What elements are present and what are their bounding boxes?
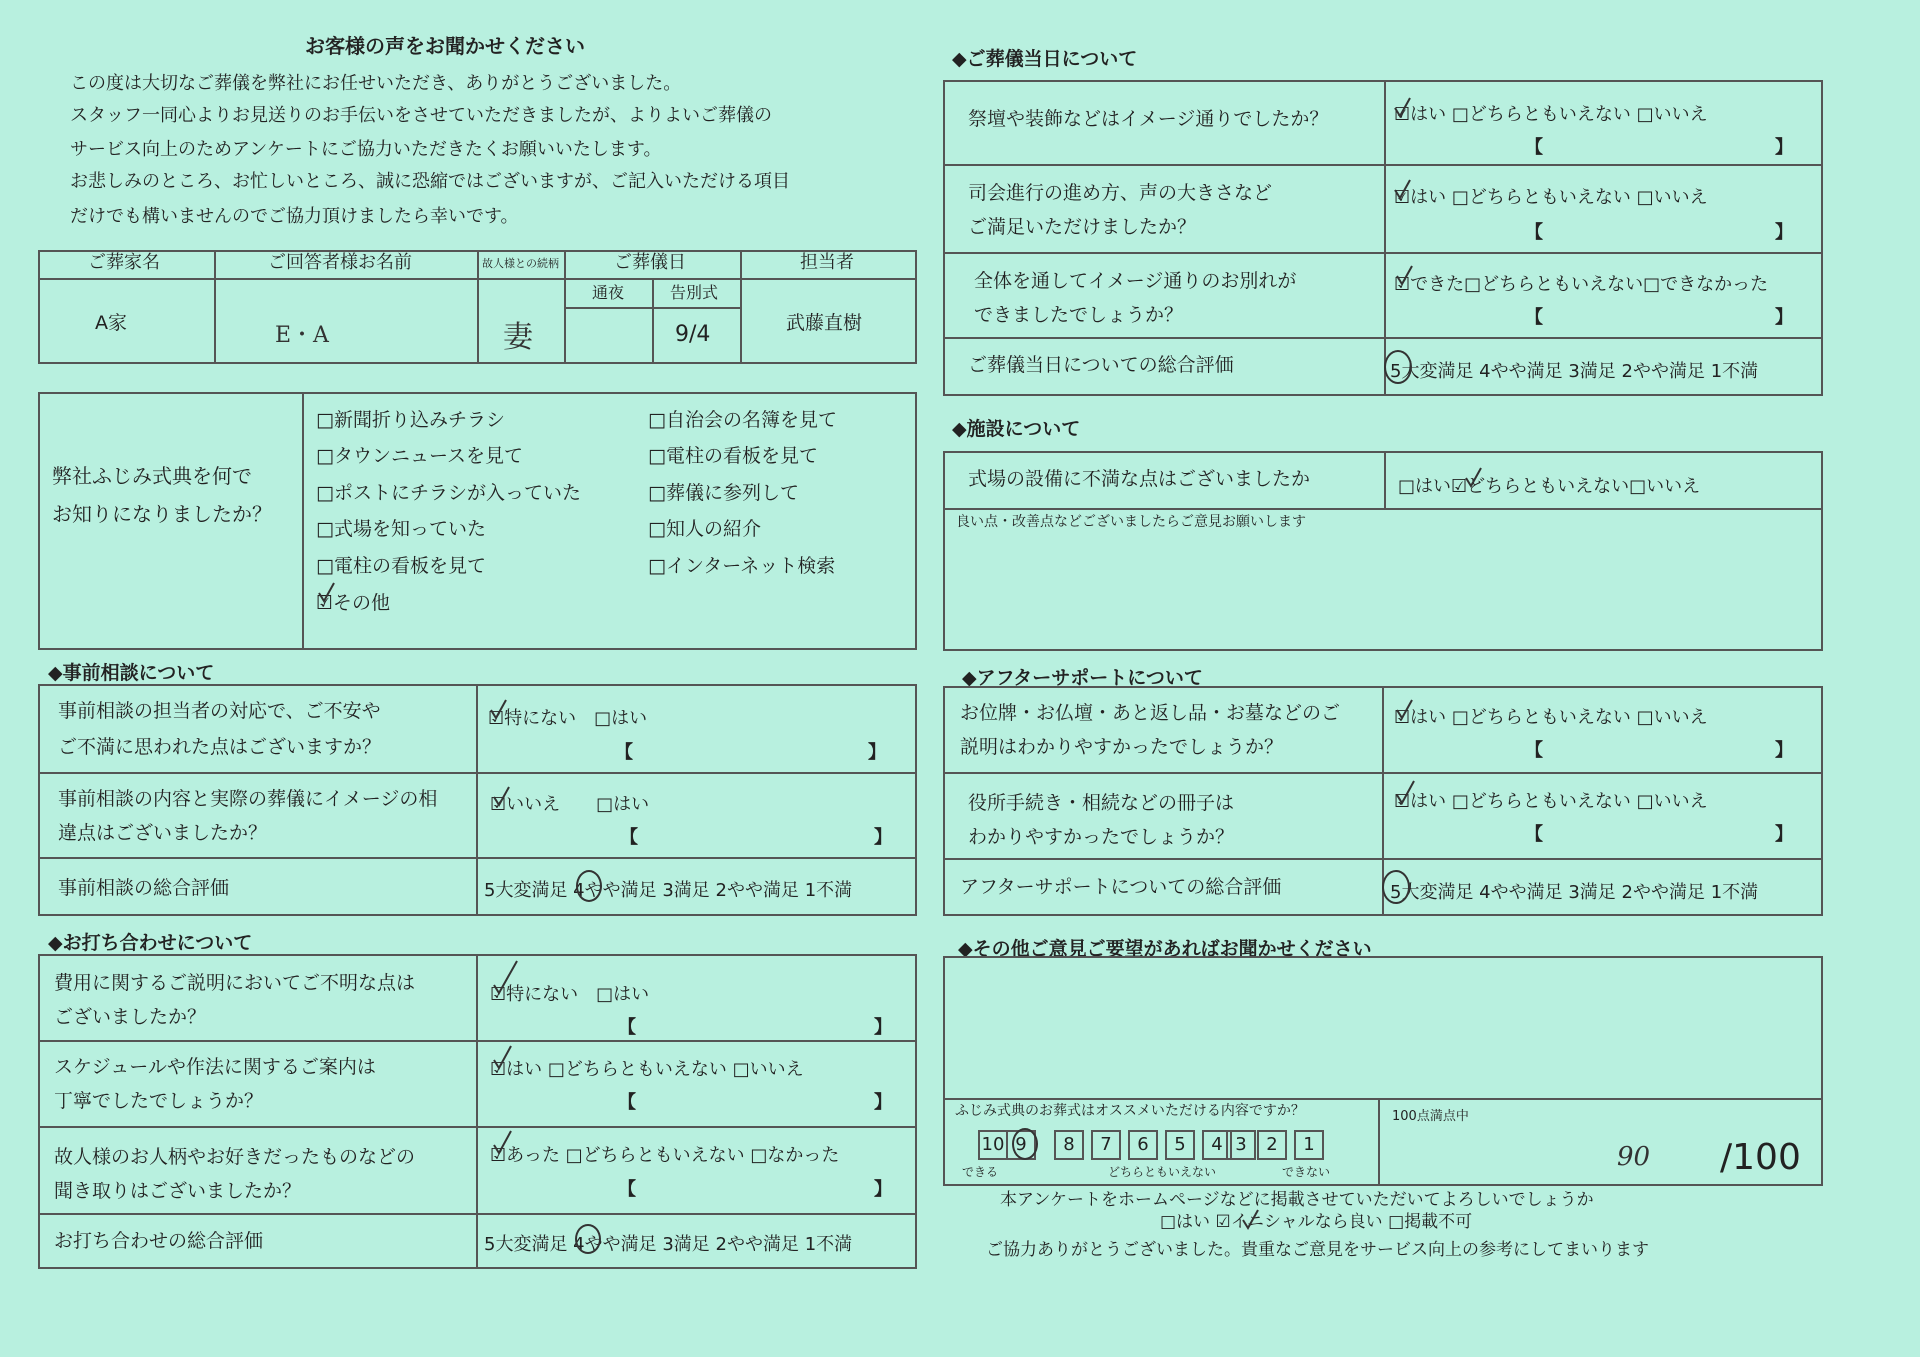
facility-q1: 式場の設備に不満な点はございましたか [968, 468, 1311, 490]
recommend-label-neither: どちらともいえない [1108, 1165, 1217, 1179]
recommend-label-can: できる [962, 1165, 999, 1179]
recommend-option[interactable]: 2 [1257, 1130, 1287, 1160]
after-q1: 説明はわかりやすかったでしょうか？ [960, 736, 1284, 758]
header-respondent: ご回答者様お名前 [268, 252, 412, 273]
pre-q1: ご不満に思われた点はございますか？ [58, 736, 382, 758]
comment-bracket-open: 【 [615, 742, 633, 763]
recommend-option[interactable]: 7 [1091, 1130, 1121, 1160]
check-mark [1395, 98, 1410, 116]
publish-options[interactable]: □はい ☑イニシャルなら良い □掲載不可 [1160, 1212, 1473, 1232]
source-option[interactable]: □ポストにチラシが入っていた [316, 482, 581, 504]
pre-a2[interactable]: ☑いいえ □はい [490, 794, 650, 815]
meeting-rating-scale[interactable]: 5大変満足 4やや満足 3満足 2やや満足 1不満 [484, 1234, 853, 1255]
source-option[interactable]: □タウンニュースを見て [316, 445, 524, 467]
meeting-q3: 聞き取りはございましたか？ [54, 1180, 302, 1202]
farewell-date-value: 9/4 [675, 322, 711, 347]
intro-line: だけでも構いませんのでご協力頂けましたら幸いです。 [70, 206, 519, 227]
meeting-heading: ◆お打ち合わせについて [48, 932, 253, 954]
page-title: お客様の声をお聞かせください [305, 34, 585, 58]
day-q4: ご葬儀当日についての総合評価 [968, 354, 1234, 376]
check-mark [494, 1131, 511, 1153]
family-name-value: A家 [95, 312, 127, 334]
header-family: ご葬家名 [88, 252, 160, 273]
comment-bracket-open: 【 [618, 1092, 636, 1113]
check-mark [491, 700, 506, 718]
intro-line: お悲しみのところ、お忙しいところ、誠に恐縮ではございますが、ご記入いただける項目 [70, 171, 790, 192]
meeting-q2: 丁寧でしたでしょうか？ [54, 1090, 264, 1112]
after-a1[interactable]: ☑はい □どちらともいえない □いいえ [1394, 707, 1708, 728]
comment-bracket-open: 【 [1525, 137, 1543, 158]
comment-bracket-close: 】 [1775, 824, 1793, 845]
source-option[interactable]: □インターネット検索 [648, 555, 836, 577]
comment-bracket-close: 】 [874, 1092, 892, 1113]
day-a1[interactable]: ☑はい □どちらともいえない □いいえ [1394, 104, 1708, 125]
respondent-name-value: E・A [275, 323, 329, 348]
day-rating-scale[interactable]: 5大変満足 4やや満足 3満足 2やや満足 1不満 [1390, 361, 1759, 382]
check-mark [1397, 700, 1412, 718]
check-mark [1397, 781, 1414, 803]
source-question: お知りになりましたか？ [52, 502, 272, 526]
comment-bracket-open: 【 [620, 827, 638, 848]
after-a2[interactable]: ☑はい □どちらともいえない □いいえ [1394, 791, 1708, 812]
day-q1: 祭壇や装飾などはイメージ通りでしたか？ [968, 108, 1329, 130]
check-mark [1395, 180, 1410, 198]
meeting-a2[interactable]: ☑はい □どちらともいえない □いいえ [490, 1059, 804, 1080]
check-mark [319, 583, 334, 601]
meeting-q1: ございましたか？ [54, 1006, 207, 1028]
recommend-option[interactable]: 8 [1054, 1130, 1084, 1160]
relation-value: 妻 [503, 320, 533, 355]
comment-bracket-open: 【 [1525, 222, 1543, 243]
score-max: /100 [1720, 1137, 1801, 1178]
source-option[interactable]: □電柱の看板を見て [648, 445, 818, 467]
source-option[interactable]: □電柱の看板を見て [316, 555, 486, 577]
comment-bracket-close: 】 [874, 1017, 892, 1038]
pre-q3: 事前相談の総合評価 [58, 877, 230, 899]
day-q3: できましたでしょうか？ [974, 304, 1184, 326]
comment-bracket-close: 】 [1775, 740, 1793, 761]
pre-rating-scale[interactable]: 5大変満足 4やや満足 3満足 2やや満足 1不満 [484, 880, 853, 901]
recommend-option[interactable]: 6 [1128, 1130, 1158, 1160]
intro-line: この度は大切なご葬儀を弊社にお任せいただき、ありがとうございました。 [70, 73, 682, 94]
comment-bracket-open: 【 [1525, 824, 1543, 845]
recommend-option[interactable]: 10 [978, 1130, 1008, 1160]
source-option[interactable]: □知人の紹介 [648, 518, 761, 540]
meeting-a3[interactable]: ☑あった □どちらともいえない □なかった [490, 1145, 840, 1166]
score-value: 90 [1617, 1142, 1651, 1172]
pre-a1[interactable]: ☑特にない □はい [488, 708, 648, 729]
source-option[interactable]: □新聞折り込みチラシ [316, 409, 505, 431]
check-mark [1466, 468, 1481, 486]
comment-bracket-open: 【 [1525, 740, 1543, 761]
header-farewell: 告別式 [670, 283, 719, 302]
other-heading: ◆その他ご意見ご要望があればお聞かせください [958, 938, 1372, 960]
meeting-a1[interactable]: ☑特にない □はい [490, 984, 650, 1005]
check-mark [1397, 266, 1412, 284]
recommend-option[interactable]: 5 [1165, 1130, 1195, 1160]
header-funeral-date: ご葬儀日 [614, 252, 686, 273]
comment-bracket-close: 】 [1775, 307, 1793, 328]
comment-bracket-close: 】 [1775, 137, 1793, 158]
pre-q2: 事前相談の内容と実際の葬儀にイメージの相 [58, 788, 438, 810]
comment-bracket-close: 】 [868, 742, 886, 763]
recommend-option[interactable]: 1 [1294, 1130, 1324, 1160]
check-mark [494, 961, 517, 993]
recommend-question: ふじみ式典のお葬式はオススメいただける内容ですか？ [955, 1103, 1305, 1119]
meeting-q3: 故人様のお人柄やお好きだったものなどの [54, 1146, 416, 1168]
recommend-option-selected[interactable]: 9 [1006, 1130, 1036, 1160]
funeral-day-heading: ◆ご葬儀当日について [952, 48, 1138, 70]
intro-line: サービス向上のためアンケートにご協力いただきたくお願いいたします。 [70, 139, 662, 160]
publish-question: 本アンケートをホームページなどに掲載させていただいてよろしいでしょうか [1000, 1190, 1594, 1210]
comment-bracket-close: 】 [1775, 222, 1793, 243]
meeting-q2: スケジュールや作法に関するご案内は [54, 1056, 376, 1078]
source-option[interactable]: □葬儀に参列して [648, 482, 799, 504]
comment-bracket-open: 【 [618, 1017, 636, 1038]
day-a2[interactable]: ☑はい □どちらともいえない □いいえ [1394, 187, 1708, 208]
check-mark [494, 1046, 511, 1068]
comment-bracket-close: 】 [874, 827, 892, 848]
day-q3: 全体を通してイメージ通りのお別れが [974, 270, 1297, 292]
facility-comment-label: 良い点・改善点などございましたらご意見お願いします [956, 514, 1306, 530]
after-q2: わかりやすかったでしょうか？ [968, 826, 1235, 848]
recommend-label-cannot: できない [1282, 1165, 1331, 1179]
after-q3: アフターサポートについての総合評価 [960, 876, 1282, 898]
after-support-heading: ◆アフターサポートについて [962, 667, 1203, 689]
day-q2: ご満足いただけましたか？ [968, 216, 1197, 238]
check-mark [1243, 1210, 1258, 1228]
comment-bracket-open: 【 [1525, 307, 1543, 328]
after-q2: 役所手続き・相続などの冊子は [968, 792, 1235, 814]
comment-bracket-open: 【 [618, 1179, 636, 1200]
source-option-checked[interactable]: ☑その他 [316, 592, 391, 614]
pre-q1: 事前相談の担当者の対応で、ご不安や [58, 700, 381, 722]
header-wake: 通夜 [592, 283, 625, 302]
source-question: 弊社ふじみ式典を何で [52, 464, 252, 488]
comment-bracket-close: 】 [874, 1179, 892, 1200]
header-relation: 故人様との続柄 [482, 257, 559, 270]
source-option[interactable]: □自治会の名簿を見て [648, 409, 837, 431]
meeting-q4: お打ち合わせの総合評価 [54, 1230, 264, 1252]
after-rating-scale[interactable]: 5大変満足 4やや満足 3満足 2やや満足 1不満 [1390, 882, 1759, 903]
recommend-option[interactable]: 4 [1202, 1130, 1232, 1160]
intro-line: スタッフ一同心よりお見送りのお手伝いをさせていただきましたが、よりよいご葬儀の [70, 105, 772, 126]
header-staff: 担当者 [800, 252, 854, 273]
day-a3[interactable]: ☑できた□どちらともいえない□できなかった [1394, 274, 1769, 295]
source-option[interactable]: □式場を知っていた [316, 518, 486, 540]
day-q2: 司会進行の進め方、声の大きさなど [968, 182, 1273, 204]
check-mark [494, 787, 509, 805]
thanks-message: ご協力ありがとうございました。貴重なご意見をサービス向上の参考にしてまいります [986, 1240, 1649, 1260]
staff-name-value: 武藤直樹 [786, 312, 863, 334]
facility-a1[interactable]: □はい☑どちらともいえない□いいえ [1398, 476, 1701, 497]
meeting-q1: 費用に関するご説明においてご不明な点は [54, 972, 416, 994]
score-label: 100点満点中 [1392, 1109, 1469, 1124]
pre-consultation-heading: ◆事前相談について [48, 662, 215, 684]
pre-q2: 違点はございましたか？ [58, 822, 268, 844]
recommend-option[interactable]: 3 [1226, 1130, 1256, 1160]
facility-heading: ◆施設について [952, 418, 1081, 440]
after-q1: お位牌・お仏壇・あと返し品・お墓などのご [960, 702, 1341, 724]
